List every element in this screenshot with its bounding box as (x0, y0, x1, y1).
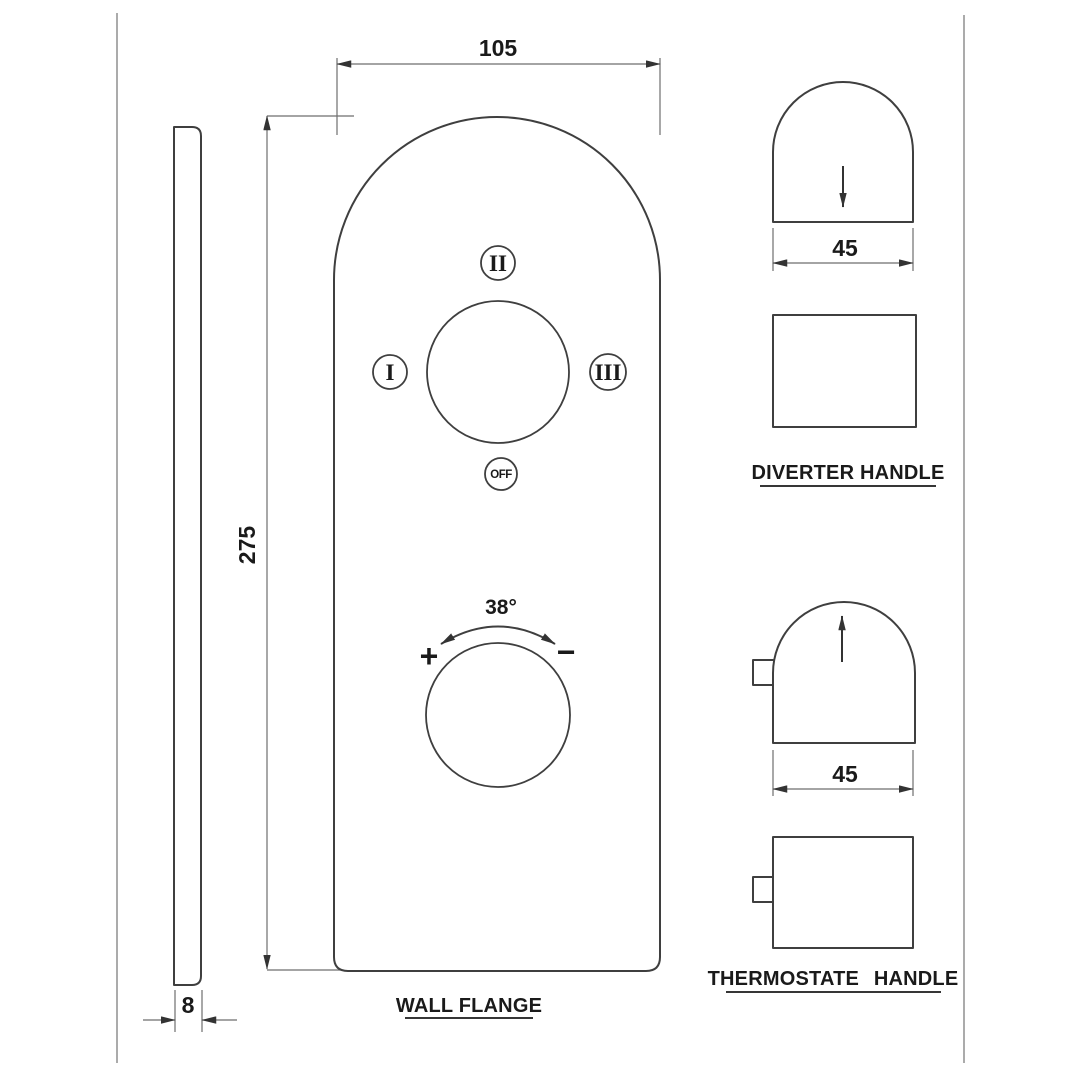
wall-flange-caption: WALL FLANGE (395, 995, 543, 1017)
width-dim-value: 105 (478, 35, 518, 61)
minus-sign: − (556, 634, 576, 670)
diverter-handle-caption: DIVERTER HANDLE (751, 462, 945, 484)
diverter-handle-side-view (773, 315, 916, 427)
position-label-off: OFF (490, 469, 512, 481)
diverter-dim-value: 45 (832, 235, 858, 261)
plus-sign: + (419, 638, 439, 674)
thermostate-handle-caption: THERMOSTATE HANDLE (707, 968, 959, 990)
thermostate-handle-top-tab (753, 660, 773, 685)
thermostate-handle-side-view (773, 837, 913, 948)
position-label-left: I (385, 360, 395, 385)
thermostate-handle-top-view (773, 602, 915, 743)
thickness-dim-value: 8 (181, 992, 195, 1018)
wall-flange-outline (334, 117, 660, 971)
rotation-angle-value: 38° (485, 596, 517, 619)
height-dim-value: 275 (234, 525, 260, 565)
position-label-top: II (489, 251, 507, 276)
position-label-right: III (594, 360, 622, 385)
flange-side-profile-outline (174, 127, 201, 985)
thermostate-handle-side-tab (753, 877, 773, 902)
thermostate-dim-value: 45 (832, 761, 858, 787)
